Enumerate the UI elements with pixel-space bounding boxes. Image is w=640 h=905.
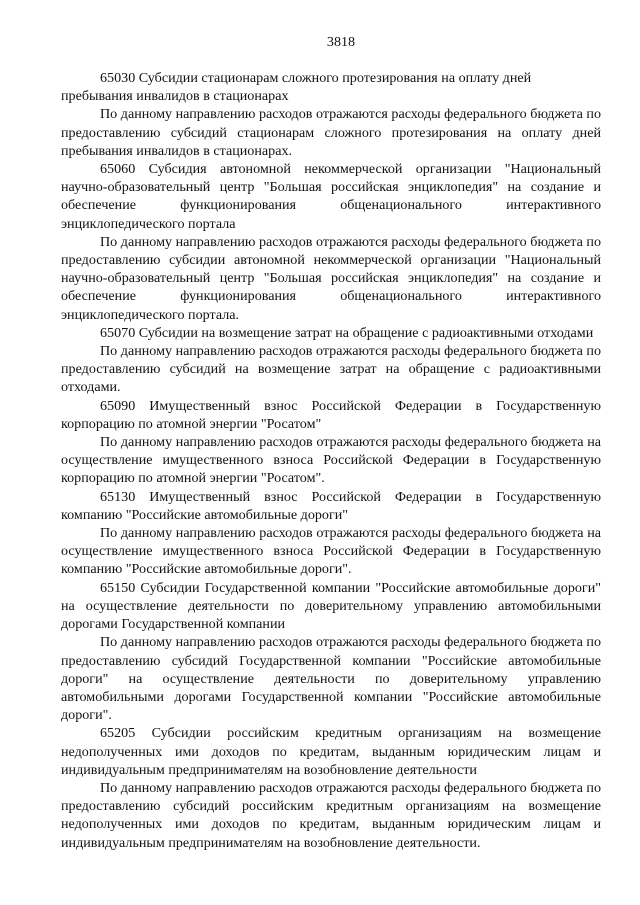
page-number: 3818 [326, 34, 356, 50]
section-body-65060: По данному направлению расходов отражаются расходы федерального бюджета по предоставлению субсидии автономной некоммерческой организации "Национальный научно-образовательный центр "Большая российская энциклопедия" на создание и обеспечение функционирования общенационального интерактивного энциклопедического портала. [61, 233, 601, 323]
section-heading-65060: 65060 Субсидия автономной некоммерческой организации "Национальный научно-образовательный центр "Большая российская энциклопедия" на создание и обеспечение функционирования общенационального интерактивного энциклопедического портала [61, 161, 601, 232]
section-body-65150: По данному направлению расходов отражаются расходы федерального бюджета по предоставлению субсидий Государственной компании "Российские автомобильные дороги" на осуществление деятельности по доверительному управлению автомобильными дорогами Государственной компании "Российские автомобильные дороги". [61, 634, 601, 724]
section-heading-65150: 65150 Субсидии Государственной компании "Российские автомобильные дороги" на осуществление деятельности по доверительному управлению автомобильными дорогами Государственной компании [61, 579, 601, 633]
section-heading-65130: 65130 Имущественный взнос Российской Федерации в Государственную компанию "Российские автомобильные дороги" [61, 488, 601, 523]
section-heading-65070: 65070 Субсидии на возмещение затрат на обращение с радиоактивными отходами [100, 324, 594, 341]
section-heading-65030: 65030 Субсидии стационарам сложного протезирования на оплату дней пребывания инвалидов в стационарах [61, 70, 532, 105]
section-body-65205: По данному направлению расходов отражаются расходы федерального бюджета по предоставлению субсидий российским кредитным организациям на возмещение недополученных ими доходов по кредитам, выданным юридическим лицам и индивидуальным предпринимателям на возобновление деятельности. [61, 779, 601, 851]
section-heading-65205: 65205 Субсидии российским кредитным организациям на возмещение недополученных ими доходов по кредитам, выданным юридическим лицам и индивидуальным предпринимателям на возобновление деятельности [61, 725, 601, 778]
section-body-65070: По данному направлению расходов отражаются расходы федерального бюджета по предоставлению субсидий на возмещение затрат на обращение с радиоактивными отходами. [61, 343, 601, 396]
section-body-65030: По данному направлению расходов отражаются расходы федерального бюджета по предоставлению субсидий стационарам сложного протезирования на оплату дней пребывания инвалидов в стационарах. [61, 106, 601, 159]
section-body-65130: По данному направлению расходов отражаются расходы федерального бюджета на осуществление имущественного взноса Российской Федерации в Государственную компанию "Российские автомобильные дороги". [61, 525, 601, 578]
section-heading-65090: 65090 Имущественный взнос Российской Федерации в Государственную корпорацию по атомной энергии "Росатом" [61, 397, 601, 432]
section-body-65090: По данному направлению расходов отражаются расходы федерального бюджета на осуществление имущественного взноса Российской Федерации в Государственную корпорацию по атомной энергии "Росатом". [61, 434, 601, 487]
